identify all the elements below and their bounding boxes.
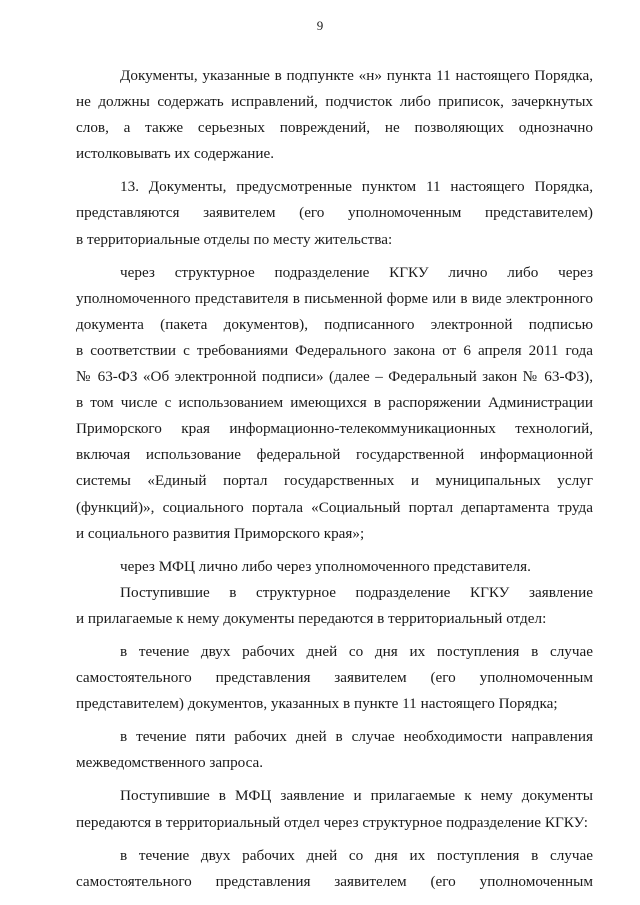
text-line: системы «Единый портал государственных и муниципальных услуг bbox=[76, 472, 593, 490]
text-line: 13. Документы, предусмотренные пунктом 11 настоящего Порядка, bbox=[120, 178, 593, 196]
text-line: и прилагаемые к нему документы передаются в территориальный отдел: bbox=[76, 609, 547, 627]
text-line: межведомственного запроса. bbox=[76, 754, 264, 772]
text-line: Приморского края информационно-телекоммуникационных технологий, bbox=[76, 420, 593, 438]
text-line: в течение двух рабочих дней со дня их поступления в случае bbox=[120, 846, 593, 864]
text-line: в том числе с использованием имеющихся в распоряжении Администрации bbox=[76, 394, 593, 412]
text-line: самостоятельного представления заявителем (его уполномоченным bbox=[76, 872, 593, 890]
text-line: в территориальные отделы по месту жительства: bbox=[76, 230, 393, 248]
page-number: 9 bbox=[316, 18, 324, 33]
text-line: в течение двух рабочих дней со дня их поступления в случае bbox=[120, 642, 593, 660]
text-line: представляются заявителем (его уполномоченным представителем) bbox=[76, 204, 593, 222]
text-line: в течение пяти рабочих дней в случае необходимости направления bbox=[120, 728, 593, 746]
text-line: Поступившие в структурное подразделение КГКУ заявление bbox=[120, 583, 593, 601]
text-line: (функций)», социального портала «Социальный портал департамента труда bbox=[76, 498, 593, 516]
text-line: включая использование федеральной государственной информационной bbox=[76, 446, 593, 464]
text-line: через структурное подразделение КГКУ лично либо через bbox=[120, 263, 593, 281]
text-line: через МФЦ лично либо через уполномоченного представителя. bbox=[120, 557, 531, 575]
text-line: в соответствии с требованиями Федерального закона от 6 апреля 2011 года bbox=[76, 341, 593, 359]
text-line: истолковывать их содержание. bbox=[76, 145, 275, 163]
text-line: представителем) документов, указанных в пункте 11 настоящего Порядка; bbox=[76, 695, 558, 713]
text-line: Поступившие в МФЦ заявление и прилагаемые к нему документы bbox=[120, 787, 593, 805]
text-line: слов, а также серьезных повреждений, не позволяющих однозначно bbox=[76, 119, 593, 137]
text-line: не должны содержать исправлений, подчисток либо приписок, зачеркнутых bbox=[76, 93, 593, 111]
text-line: и социального развития Приморского края»; bbox=[76, 524, 365, 542]
text-line: документа (пакета документов), подписанного электронной подписью bbox=[76, 315, 593, 333]
text-line: самостоятельного представления заявителем (его уполномоченным bbox=[76, 669, 593, 687]
document-body bbox=[76, 63, 593, 895]
text-line: № 63-ФЗ «Об электронной подписи» (далее – Федеральный закон № 63-ФЗ), bbox=[76, 368, 593, 386]
text-line: Документы, указанные в подпункте «н» пункта 11 настоящего Порядка, bbox=[120, 67, 593, 84]
text-line: уполномоченного представителя в письменной форме или в виде электронного bbox=[76, 289, 593, 307]
text-line: передаются в территориальный отдел через структурное подразделение КГКУ: bbox=[76, 813, 588, 831]
